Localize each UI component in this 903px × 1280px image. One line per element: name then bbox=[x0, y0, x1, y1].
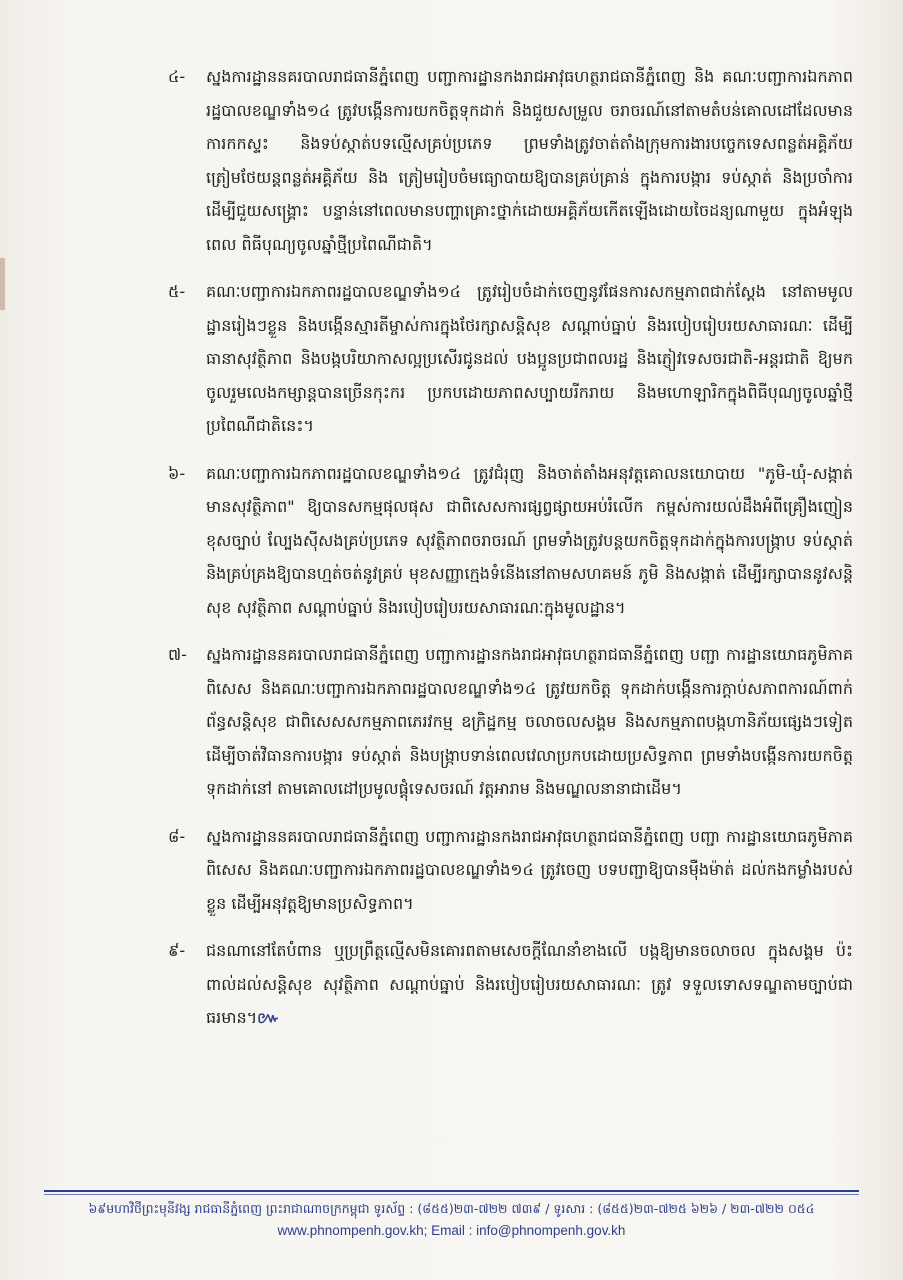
item-number: ៧- bbox=[168, 645, 187, 664]
item-text: គណៈបញ្ជាការឯកភាពរដ្ឋបាលខណ្ឌទាំង១៤ ត្រូវជំរុញ និងចាត់តាំងអនុវត្តគោលនយោបាយ "ភូមិ-ឃុំ-សង្កាត់មានសុវត្ថិភាព" ឱ្យបានសកម្មផុលផុស ជាពិសេសការផ្សព្វផ្សាយអប់រំលើក កម្ពស់ការយល់ដឹងអំពីគ្រឿងញៀនខុសច្បាប់ ល្បែងស៊ីសងគ្រប់ប្រភេទ សុវត្ថិភាពចរាចរណ៍ ព្រមទាំងត្រូវបន្តយកចិត្តទុកដាក់ក្នុងការបង្ក្រាប ទប់ស្កាត់ និងគ្រប់គ្រងឱ្យបានហ្មត់ចត់នូវគ្រប់ មុខសញ្ញាក្មេងទំនើងនៅតាមសហគមន៍ ភូមិ និងសង្កាត់ ដើម្បីរក្សាបាននូវសន្តិសុខ សុវត្ថិភាព សណ្តាប់ធ្នាប់ និងរបៀបរៀបរយសាធារណៈក្នុងមូលដ្ឋាន។ bbox=[206, 463, 853, 617]
item-number: ៥- bbox=[168, 282, 186, 301]
list-item bbox=[168, 275, 853, 443]
item-number: ៤- bbox=[168, 67, 186, 86]
footer-address: ៦៩មហាវិថីព្រះមុនីវង្ស រាជធានីភ្នំពេញ ព្រះរាជាណាចក្រកម្ពុជា ទូរស័ព្ទ : (៨៥៥)២៣-៧២២ ៧៣៩ / ទូរសារ : (៨៥៥)២៣-៧២៥ ៦២៦ / ២៣-៧២២ ០៥៤ bbox=[88, 1201, 815, 1216]
item-text-body: ជនណានៅតែបំពាន ឬប្រព្រឹត្តល្មើសមិនគោរពតាមសេចក្តីណែនាំខាងលើ បង្កឱ្យមានចលាចល ក្នុងសង្គម ប៉ះពាល់ដល់សន្តិសុខ សុវត្ថិភាព សណ្តាប់ធ្នាប់ និងរបៀបរៀបរយសាធារណៈ ត្រូវ ទទួលទោសទណ្ឌតាមច្បាប់ជាធរមាន។ bbox=[206, 941, 853, 1027]
item-number: ៦- bbox=[168, 463, 186, 483]
item-text: ស្នងការដ្ឋាននគរបាលរាជធានីភ្នំពេញ បញ្ជាការដ្ឋានកងរាជអាវុធហត្ថរាជធានីភ្នំពេញ និង គណៈបញ្ជាការឯកភាពរដ្ឋបាលខណ្ឌទាំង១៤ ត្រូវបង្កើនការយកចិត្តទុកដាក់ និងជួយសម្រួល ចរាចរណ៍នៅតាមតំបន់គោលដៅដែលមានការកកស្ទះ និងទប់ស្កាត់បទល្មើសគ្រប់ប្រភេទ ព្រមទាំងត្រូវចាត់តាំងក្រុមការងារបច្ចេកទេសពន្លត់អគ្គិភ័យ ត្រៀមថែយន្តពន្លត់អគ្គិភ័យ និង ត្រៀមរៀបចំមធ្យោបាយឱ្យបានគ្រប់គ្រាន់ ក្នុងការបង្ការ ទប់ស្កាត់ និងប្រចាំការដើម្បីជួយសង្គ្រោះ បន្ទាន់នៅពេលមានបញ្ហាគ្រោះថ្នាក់ដោយអគ្គិភ័យកើតឡើងដោយចៃដន្យណាមួយ ក្នុងអំឡុងពេល ពិធីបុណ្យចូលឆ្នាំថ្មីប្រពៃណីជាតិ។ bbox=[206, 67, 853, 254]
list-item bbox=[168, 60, 853, 261]
page-edge-mark bbox=[0, 258, 5, 310]
email-link[interactable]: info@phnompenh.gov.kh bbox=[476, 1223, 626, 1238]
footer-rule bbox=[44, 1190, 859, 1192]
item-number: ៨- bbox=[168, 826, 186, 846]
document-body bbox=[168, 60, 853, 1049]
end-mark: ៚ bbox=[257, 1008, 280, 1027]
email-label: ; Email : bbox=[423, 1223, 477, 1238]
item-text: គណៈបញ្ជាការឯកភាពរដ្ឋបាលខណ្ឌទាំង១៤ ត្រូវរៀបចំដាក់ចេញនូវផែនការសកម្មភាពជាក់ស្តែង នៅតាមមូលដ្ឋានរៀងៗខ្លួន និងបង្កើនស្មារតីម្ចាស់ការក្នុងថែរក្សាសន្តិសុខ សណ្តាប់ធ្នាប់ និងរបៀបរៀបរយសាធារណៈ ដើម្បីធានាសុវត្ថិភាព និងបង្កបរិយាកាសល្អប្រសើរជូនដល់ បងប្អូនប្រជាពលរដ្ឋ និងភ្ញៀវទេសចរជាតិ-អន្តរជាតិ ឱ្យមកចូលរួមលេងកម្សាន្តបានច្រើនកុះករ ប្រកបដោយភាពសប្បាយរីករាយ និងមហោឡារិកក្នុងពិធីបុណ្យចូលឆ្នាំថ្មីប្រពៃណីជាតិនេះ។ bbox=[206, 282, 853, 435]
list-item bbox=[168, 457, 853, 625]
footer-contact bbox=[44, 1222, 859, 1240]
list-item bbox=[168, 638, 853, 806]
item-text: ស្នងការដ្ឋាននគរបាលរាជធានីភ្នំពេញ បញ្ជាការដ្ឋានកងរាជអាវុធហត្ថរាជធានីភ្នំពេញ បញ្ជា ការដ្ឋានយោធភូមិភាគពិសេស និងគណៈបញ្ជាការឯកភាពរដ្ឋបាលខណ្ឌទាំង១៤ ត្រូវយកចិត្ត ទុកដាក់បង្កើនការក្តាប់សភាពការណ៍ពាក់ព័ន្ធសន្តិសុខ ជាពិសេសសកម្មភាពភេរវកម្ម ឧក្រិដ្ឋកម្ម ចលាចលសង្គម និងសកម្មភាពបង្កហានិភ័យផ្សេងៗទៀត ដើម្បីចាត់វិធានការបង្ការ ទប់ស្កាត់ និងបង្ក្រាបទាន់ពេលវេលាប្រកបដោយប្រសិទ្ធភាព ព្រមទាំងបង្កើនការយកចិត្តទុកដាក់នៅ តាមគោលដៅប្រមូលផ្តុំទេសចរណ៍ វត្តអារាម និងមណ្ឌលនានាជាដើម។ bbox=[206, 645, 853, 798]
website-link[interactable]: www.phnompenh.gov.kh bbox=[277, 1223, 424, 1238]
item-number: ៩- bbox=[168, 941, 186, 960]
item-text: ស្នងការដ្ឋាននគរបាលរាជធានីភ្នំពេញ បញ្ជាការដ្ឋានកងរាជអាវុធហត្ថរាជធានីភ្នំពេញ បញ្ជា ការដ្ឋានយោធភូមិភាគពិសេស និងគណៈបញ្ជាការឯកភាពរដ្ឋបាលខណ្ឌទាំង១៤ ត្រូវចេញ បទបញ្ជាឱ្យបានម៉ឺងម៉ាត់ ដល់កងកម្លាំងរបស់ខ្លួន ដើម្បីអនុវត្តឱ្យមានប្រសិទ្ធភាព។ bbox=[206, 826, 853, 913]
footer-rule-thin bbox=[44, 1194, 859, 1195]
list-item bbox=[168, 934, 853, 1035]
list-item bbox=[168, 820, 853, 921]
item-text bbox=[206, 934, 853, 1035]
